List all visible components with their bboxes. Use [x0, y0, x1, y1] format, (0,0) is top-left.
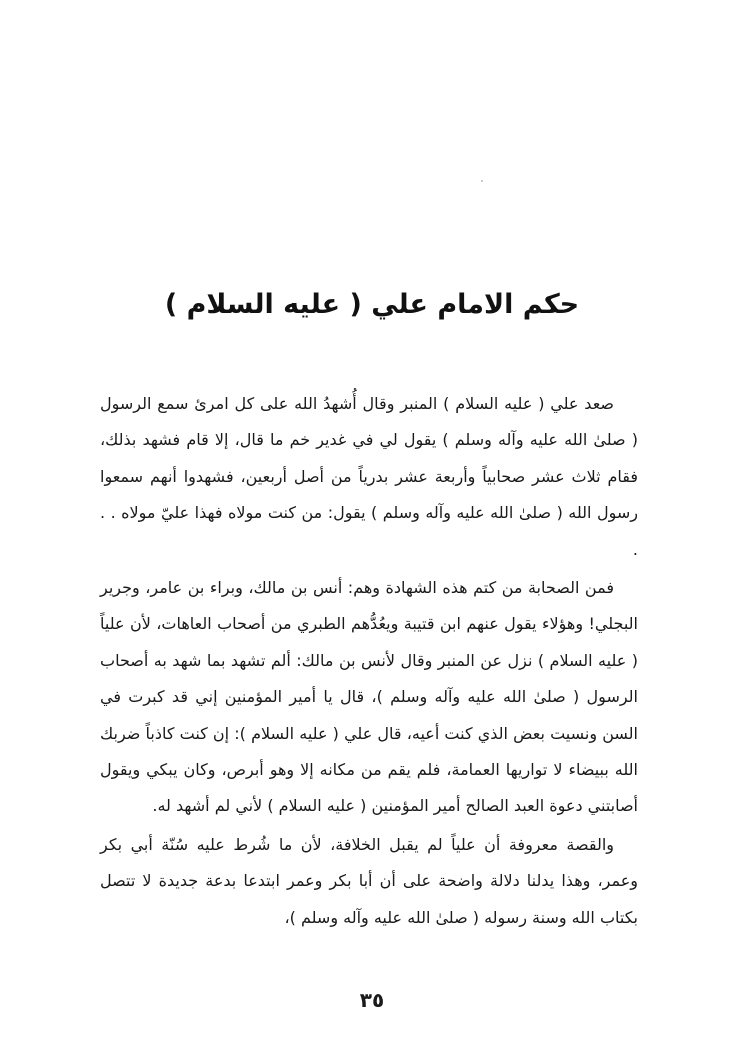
page-number: ٣٥: [359, 988, 385, 1012]
paragraph-2: فمن الصحابة من كتم هذه الشهادة وهم: أنس بن مالك، وبراء بن عامر، وجرير البجلي! وهؤلاء يقول عنهم ابن قتيبة ويعُدُّهم الطبري من أصحاب العاهات، لأن علياً ( عليه السلام ) نزل عن المنبر وقال لأنس بن مالك: ألم تشهد بما شهد به أصحاب الرسول ( صلىٰ الله عليه وآله وسلم )، قال يا أمير المؤمنين إني قد كبرت في السن ونسيت بعض الذي كنت أعيه، قال علي ( عليه السلام ): إن كنت كاذباً ضربك الله ببيضاء لا تواريها العمامة، فلم يقم من مكانه إلا وهو أبرص، وكان يبكي ويقول أصابتني دعوة العبد الصالح أمير المؤمنين ( عليه السلام ) لأني لم أشهد له.: [100, 578, 638, 816]
paragraph-3: والقصة معروفة أن علياً لم يقبل الخلافة، لأن ما شُرط عليه سُنّة أبي بكر وعمر، وهذا يدلنا دلالة واضحة على أن أبا بكر وعمر ابتدعا بدعة جديدة لا تتصل بكتاب الله وسنة رسوله ( صلىٰ الله عليه وآله وسلم )،: [100, 834, 638, 927]
paragraph-1: صعد علي ( عليه السلام ) المنبر وقال أُشهدُ الله على كل امرئ سمع الرسول ( صلىٰ الله عليه وآله وسلم ) يقول لي في غدير خم ما قال، إلا قام فشهد بذلك، فقام ثلاث عشر صحابياً وأربعة عشر بدرياً من أصل أربعين، فشهدوا أنهم سمعوا رسول الله ( صلىٰ الله عليه وآله وسلم ) يقول: من كنت مولاه فهذا عليّ مولاه . . .: [100, 394, 638, 559]
scan-speck: [481, 180, 483, 182]
body-text: [100, 386, 638, 936]
chapter-title: حكم الامام علي ( عليه السلام ): [164, 289, 580, 320]
